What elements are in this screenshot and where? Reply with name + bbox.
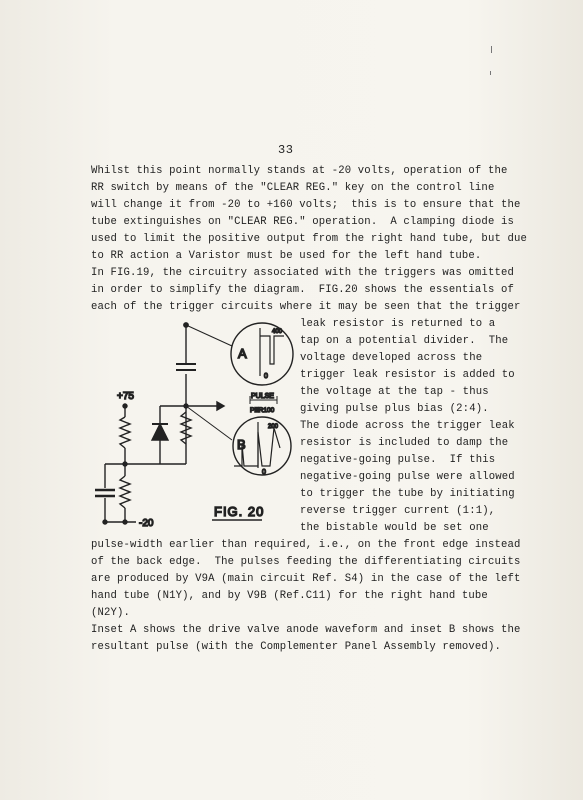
figure-caption: FIG. 20 bbox=[214, 504, 265, 519]
text-line: resistor is included to damp the bbox=[300, 437, 509, 449]
node-tap bbox=[123, 462, 127, 466]
text-line: RR switch by means of the "CLEAR REG." key on the control line bbox=[91, 182, 495, 194]
inset-a-waveform bbox=[260, 328, 284, 376]
scan-mark bbox=[490, 71, 491, 75]
text-line: In FIG.19, the circuitry associated with the triggers was omitted bbox=[91, 267, 514, 279]
text-line: negative-going pulse. If this bbox=[300, 454, 496, 466]
text-line: tube extinguishes on "CLEAR REG." operation. A clamping diode is bbox=[91, 216, 514, 228]
bias-label: -20 bbox=[139, 518, 154, 529]
text-line: in order to simplify the diagram. FIG.20 shows the essentials of bbox=[91, 284, 514, 296]
capacitor-top bbox=[176, 364, 196, 370]
text-line: Whilst this point normally stands at -20 volts, operation of the bbox=[91, 165, 508, 177]
circuit-diagram-svg bbox=[92, 316, 302, 534]
text-line: negative-going pulse were allowed bbox=[300, 471, 515, 483]
circuit-diagram-fig20 bbox=[92, 316, 302, 534]
leader-a bbox=[186, 325, 232, 346]
supply-label: +75 bbox=[117, 391, 134, 402]
inset-b-label: B bbox=[237, 437, 246, 452]
per-label: PER100 bbox=[250, 407, 275, 414]
text-line: the voltage at the tap - thus bbox=[300, 386, 489, 398]
text-line: pulse-width earlier than required, i.e., on the front edge instead bbox=[91, 539, 521, 551]
text-line: to trigger the tube by initiating bbox=[300, 488, 515, 500]
resistor-lower bbox=[120, 476, 130, 508]
resistor-upper bbox=[120, 417, 130, 448]
text-line: to RR action a Varistor must be used for the left hand tube. bbox=[91, 250, 482, 262]
inset-a-label: A bbox=[238, 346, 247, 361]
inset-b-top-value: 200 bbox=[268, 424, 279, 430]
text-line: hand tube (N1Y), and by V9B (Ref.C11) for the right hand tube bbox=[91, 590, 488, 602]
inset-a-bottom-value: 0 bbox=[264, 373, 268, 380]
capacitor-bottom bbox=[95, 490, 115, 496]
text-line: voltage developed across the bbox=[300, 352, 483, 364]
text-line: resultant pulse (with the Complementer Panel Assembly removed). bbox=[91, 641, 501, 653]
text-line: will change it from -20 to +160 volts; this is to ensure that the bbox=[91, 199, 521, 211]
text-line: are produced by V9A (main circuit Ref. S4) in the case of the left bbox=[91, 573, 521, 585]
text-line: reverse trigger current (1:1), bbox=[300, 505, 496, 517]
text-line: used to limit the positive output from the right hand tube, but due bbox=[91, 233, 527, 245]
text-line: tap on a potential divider. The bbox=[300, 335, 509, 347]
node-bias bbox=[123, 520, 127, 524]
text-line: The diode across the trigger leak bbox=[300, 420, 515, 432]
text-line: leak resistor is returned to a bbox=[300, 318, 496, 330]
diode bbox=[152, 424, 168, 440]
node-ground bbox=[103, 520, 107, 524]
leader-b bbox=[186, 406, 232, 440]
inset-a-top-value: 400 bbox=[272, 329, 283, 335]
text-line: (N2Y). bbox=[91, 607, 131, 619]
arrow-output bbox=[217, 402, 224, 410]
pulse-label: PULSE bbox=[251, 393, 274, 400]
text-line: the bistable would be set one bbox=[300, 522, 489, 534]
text-line: Inset A shows the drive valve anode waveform and inset B shows the bbox=[91, 624, 521, 636]
text-line: each of the trigger circuits where it may be seen that the trigger bbox=[91, 301, 521, 313]
text-line: trigger leak resistor is added to bbox=[300, 369, 515, 381]
page-number: 33 bbox=[278, 143, 294, 157]
text-line: of the back edge. The pulses feeding the differentiating circuits bbox=[91, 556, 521, 568]
inset-b-bottom-value: 0 bbox=[262, 469, 266, 476]
text-line: giving pulse plus bias (2:4). bbox=[300, 403, 489, 415]
node-supply bbox=[123, 404, 127, 408]
scan-mark bbox=[491, 46, 492, 53]
